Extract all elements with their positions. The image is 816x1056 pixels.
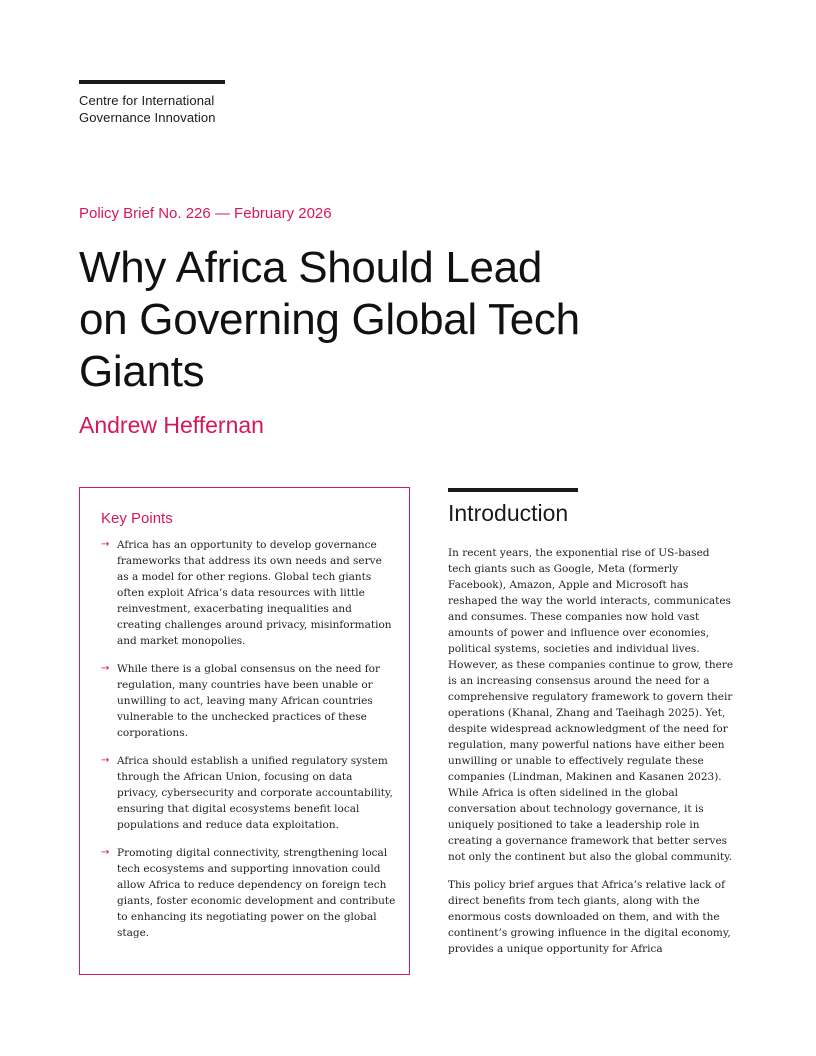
introduction-paragraph-1: In recent years, the exponential rise of US-based tech giants such as Google, Meta (formerly Facebook), Amazon, Apple and Microsoft has reshaped the way the world interacts, communicates and consumes. These companies now hold vast amounts of power and influence over economies, political systems, societies and individual lives. However, as these companies continue to grow, there is an increasing consensus around the need for a comprehensive regulatory framework to govern their operations (Khanal, Zhang and Taeihagh 2025). Yet, despite widespread acknowledgment of the need for regulation, many powerful nations have either been unwilling or unable to effectively regulate these companies (Lindman, Makinen and Kasanen 2023). While Africa is often sidelined in the global conversation about technology governance, it is uniquely positioned to take a leadership role in creating a governance framework that better serves not only the continent but also the global community.	[448, 547, 734, 863]
title-line-1: Why Africa Should Lead	[79, 243, 543, 292]
key-point-text: Promoting digital connectivity, strengthening local tech ecosystems and supporting innovation could allow Africa to reduce dependency on foreign tech giants, foster economic development and contribute to enhancing its negotiating power on the global stage.	[117, 847, 396, 939]
key-point-text: Africa has an opportunity to develop governance frameworks that address its own needs and serve as a model for other regions. Global tech giants often exploit Africa’s data resources with little reinvestment, exacerbating inequalities and creating challenges around privacy, misinformation and market monopolies.	[117, 539, 392, 647]
key-point-item	[101, 753, 396, 833]
introduction-rule	[448, 488, 578, 492]
author-name: Andrew Heffernan	[79, 412, 264, 438]
logo-line-2: Governance Innovation	[79, 110, 216, 125]
key-points-list	[101, 537, 396, 953]
key-point-text: Africa should establish a unified regulatory system through the African Union, focusing on data privacy, cybersecurity and corporate accountability, ensuring that digital ecosystems benefit local populations and reduce data exploitation.	[117, 755, 393, 831]
key-points-heading: Key Points	[101, 510, 173, 527]
arrow-right-icon: →	[101, 847, 110, 858]
key-points-box	[79, 487, 410, 975]
key-point-item	[101, 845, 396, 941]
page-title	[79, 242, 699, 398]
policy-brief-number: Policy Brief No. 226 — February 2026	[79, 205, 332, 222]
introduction-body	[448, 545, 734, 969]
logo-line-1: Centre for International	[79, 93, 215, 108]
key-point-item	[101, 661, 396, 741]
key-point-item	[101, 537, 396, 649]
introduction-paragraph-2: This policy brief argues that Africa’s relative lack of direct benefits from tech giants, along with the enormous costs downloaded on them, and with the continent’s growing influence in the digital economy, provides a unique opportunity for Africa	[448, 879, 731, 955]
title-line-3: Giants	[79, 347, 205, 396]
title-line-2: on Governing Global Tech	[79, 295, 580, 344]
arrow-right-icon: →	[101, 539, 110, 550]
introduction-heading: Introduction	[448, 500, 569, 526]
arrow-right-icon: →	[101, 663, 110, 674]
logo-rule	[79, 80, 225, 84]
key-point-text: While there is a global consensus on the need for regulation, many countries have been unable or unwilling to act, leaving many African countries vulnerable to the unchecked practices of these corporations.	[117, 663, 380, 739]
cigi-logo	[79, 92, 216, 126]
arrow-right-icon: →	[101, 755, 110, 766]
